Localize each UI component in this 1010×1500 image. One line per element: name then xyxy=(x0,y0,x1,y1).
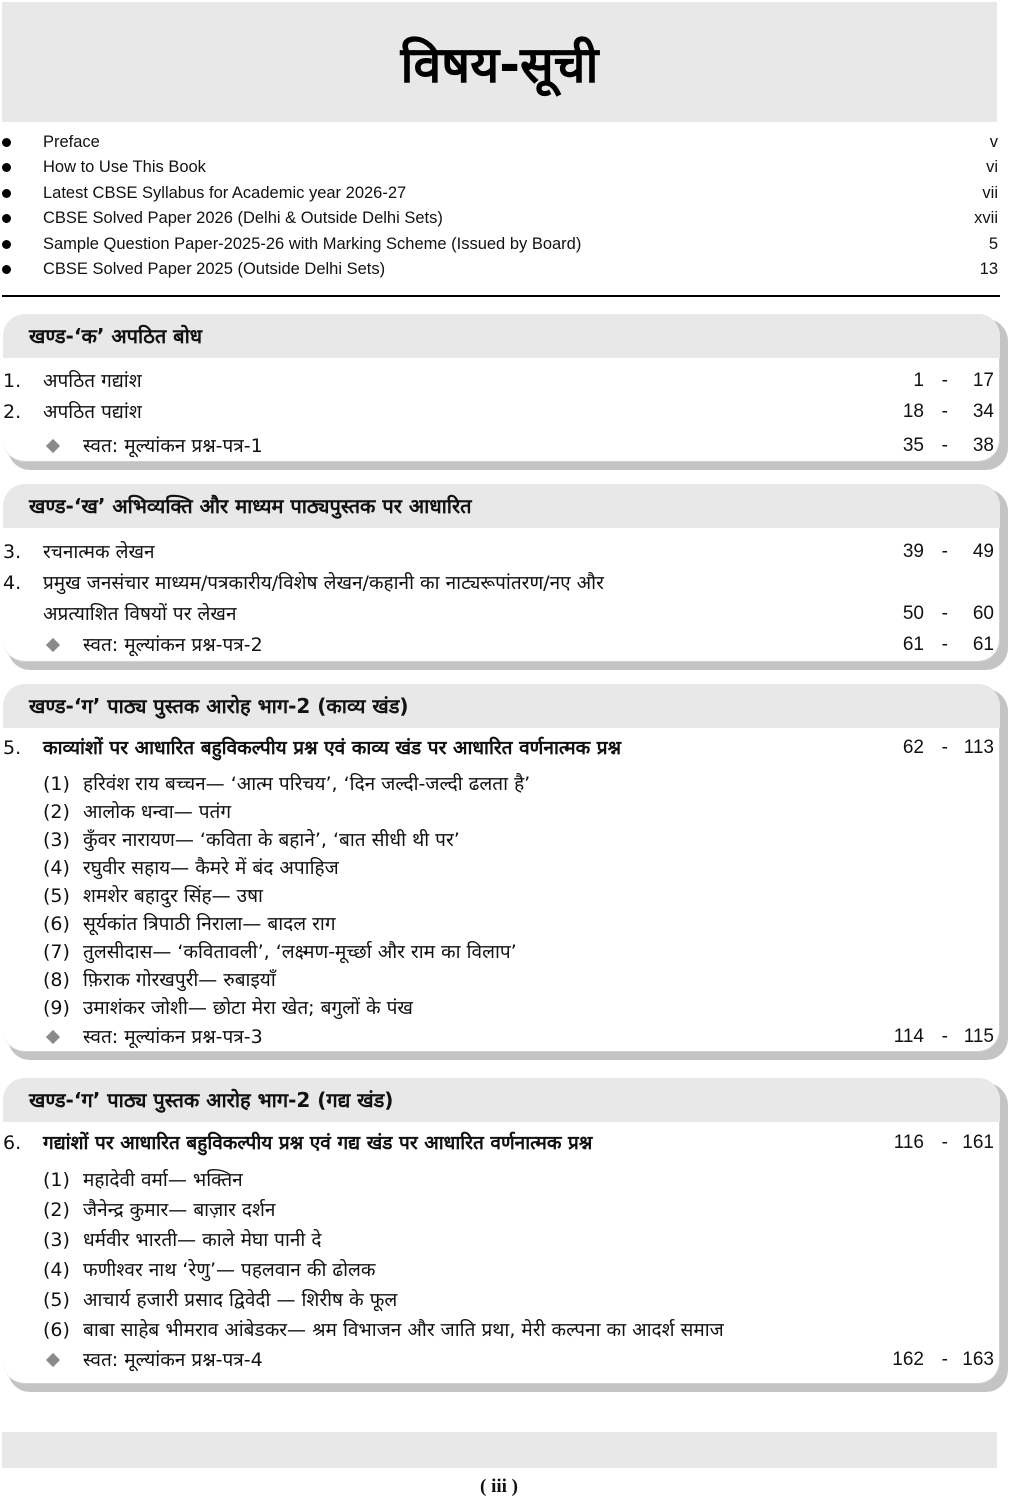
sub-item-text: शमशेर बहादुर सिंह— उषा xyxy=(83,885,263,907)
prelim-page: vi xyxy=(986,158,998,177)
bullet-icon xyxy=(2,138,11,147)
bullet-icon xyxy=(2,265,11,274)
sub-item-number: (9) xyxy=(43,997,70,1019)
prelims-list xyxy=(0,130,1000,282)
sub-item-number: (2) xyxy=(43,1199,70,1221)
sub-item-number: (4) xyxy=(43,1259,70,1281)
sub-item-text: कुँवर नारायण— ‘कविता के बहाने’, ‘बात सीधी थी पर’ xyxy=(83,829,460,851)
page-end: 161 xyxy=(962,1132,994,1153)
page-end: 61 xyxy=(972,634,994,655)
page-end: 60 xyxy=(972,603,994,624)
sub-item-number: (6) xyxy=(43,913,70,935)
assessment-title: स्वत: मूल्यांकन प्रश्न-पत्र-3 xyxy=(83,1026,263,1048)
bullet-icon xyxy=(2,163,11,172)
prelim-label: Latest CBSE Syllabus for Academic year 2026-27 xyxy=(43,183,407,202)
sub-item-number: (8) xyxy=(43,969,70,991)
page-end: 34 xyxy=(972,401,994,422)
sub-item-text: महादेवी वर्मा— भक्तिन xyxy=(83,1169,243,1191)
page-dash: - xyxy=(941,541,948,562)
sub-item-text: धर्मवीर भारती— काले मेघा पानी दे xyxy=(83,1229,322,1251)
chapter-title: अपठित गद्यांश xyxy=(43,370,142,392)
prelim-label: How to Use This Book xyxy=(43,158,206,177)
page-start: 61 xyxy=(902,634,924,655)
section-khand-ga-gadya xyxy=(3,1078,1008,1392)
prelim-item[interactable] xyxy=(0,181,1000,206)
sub-item-text: आलोक धन्वा— पतंग xyxy=(83,801,232,823)
section-heading: खण्ड-‘ग’ पाठ्य पुस्तक आरोह भाग-2 (गद्य खंड) xyxy=(29,1088,394,1112)
page-number: ( iii ) xyxy=(480,1476,518,1497)
sub-item-text: फ़िराक गोरखपुरी— रुबाइयाँ xyxy=(83,969,276,991)
prelim-item[interactable] xyxy=(0,206,1000,231)
page-dash: - xyxy=(941,1026,948,1047)
sub-item-text: उमाशंकर जोशी— छोटा मेरा खेत; बगुलों के पंख xyxy=(83,997,413,1019)
page-dash: - xyxy=(941,1132,948,1153)
sub-item-number: (3) xyxy=(43,1229,70,1251)
sub-item-text: आचार्य हजारी प्रसाद द्विवेदी — शिरीष के फूल xyxy=(83,1289,398,1311)
assessment-title: स्वत: मूल्यांकन प्रश्न-पत्र-1 xyxy=(83,435,263,457)
page-start: 50 xyxy=(902,603,924,624)
page-dash: - xyxy=(941,1349,948,1370)
section-header xyxy=(3,484,1000,528)
page-dash: - xyxy=(941,435,948,456)
prelim-page: vii xyxy=(982,183,998,202)
sub-item-text: तुलसीदास— ‘कवितावली’, ‘लक्ष्मण-मूर्च्छा और राम का विलाप’ xyxy=(83,941,517,963)
prelim-page: v xyxy=(989,133,998,151)
sub-item-number: (3) xyxy=(43,829,70,851)
sub-item-number: (2) xyxy=(43,801,70,823)
chapter-number: 2. xyxy=(3,401,22,423)
page-dash: - xyxy=(941,603,948,624)
page-start: 116 xyxy=(893,1132,924,1153)
page-end: 113 xyxy=(963,737,994,758)
prelim-item[interactable] xyxy=(0,155,1000,180)
page-end: 163 xyxy=(962,1349,994,1370)
chapter-title: गद्यांशों पर आधारित बहुविकल्पीय प्रश्न एवं गद्य खंड पर आधारित वर्णनात्मक प्रश्न xyxy=(43,1132,593,1154)
section-header xyxy=(3,684,1000,728)
page-end: 49 xyxy=(972,541,994,562)
page-start: 39 xyxy=(902,541,924,562)
page-dash: - xyxy=(941,370,948,391)
sub-item-number: (6) xyxy=(43,1319,70,1341)
chapter-title-line2: अप्रत्याशित विषयों पर लेखन xyxy=(43,603,237,625)
page-start: 62 xyxy=(902,737,924,758)
chapter-number: 5. xyxy=(3,737,22,759)
prelim-label: Preface xyxy=(43,133,100,151)
section-heading: खण्ड-‘ख’ अभिव्यक्ति और माध्यम पाठ्यपुस्तक पर आधारित xyxy=(29,494,472,518)
page-start: 18 xyxy=(902,401,924,422)
prelim-label: Sample Question Paper-2025-26 with Marking Scheme (Issued by Board) xyxy=(43,234,582,253)
sub-item-number: (4) xyxy=(43,857,70,879)
chapter-number: 3. xyxy=(3,541,22,563)
prelim-item[interactable] xyxy=(0,130,1000,155)
assessment-title: स्वत: मूल्यांकन प्रश्न-पत्र-4 xyxy=(83,1349,263,1371)
title-band xyxy=(2,2,997,122)
sub-item-text: सूर्यकांत त्रिपाठी निराला— बादल राग xyxy=(83,913,336,935)
page-end: 17 xyxy=(972,370,994,391)
page-start: 162 xyxy=(892,1349,924,1370)
section-khand-ga-kavya xyxy=(3,684,1008,1060)
chapter-number: 6. xyxy=(3,1132,22,1154)
page-start: 1 xyxy=(913,370,924,391)
chapter-title: अपठित पद्यांश xyxy=(43,401,142,423)
bullet-icon xyxy=(2,189,11,198)
sub-item-number: (5) xyxy=(43,885,70,907)
footer-band xyxy=(2,1432,997,1468)
page-dash: - xyxy=(941,737,948,758)
section-khand-kha xyxy=(3,484,1008,670)
divider xyxy=(2,295,1000,297)
sub-item-number: (5) xyxy=(43,1289,70,1311)
bullet-icon xyxy=(2,240,11,249)
section-heading: खण्ड-‘क’ अपठित बोध xyxy=(29,324,203,348)
prelim-label: CBSE Solved Paper 2025 (Outside Delhi Sets) xyxy=(43,259,386,278)
chapter-title-line1: प्रमुख जनसंचार माध्यम/पत्रकारीय/विशेष लेखन/कहानी का नाट्यरूपांतरण/नए और xyxy=(43,572,604,594)
section-khand-ka xyxy=(3,314,1008,470)
section-header xyxy=(3,314,1000,358)
page-end: 38 xyxy=(972,435,994,456)
prelim-item[interactable] xyxy=(0,232,1000,257)
sub-item-text: फणीश्वर नाथ ‘रेणु’— पहलवान की ढोलक xyxy=(83,1259,376,1281)
chapter-number: 4. xyxy=(3,572,22,594)
bullet-icon xyxy=(2,214,11,223)
sub-item-text: जैनेन्द्र कुमार— बाज़ार दर्शन xyxy=(83,1199,276,1221)
page-start: 114 xyxy=(893,1026,924,1047)
sub-item-text: हरिवंश राय बच्चन— ‘आत्म परिचय’, ‘दिन जल्दी-जल्दी ढलता है’ xyxy=(83,773,531,795)
prelim-item[interactable] xyxy=(0,257,1000,282)
section-heading: खण्ड-‘ग’ पाठ्य पुस्तक आरोह भाग-2 (काव्य खंड) xyxy=(29,694,409,718)
section-header xyxy=(3,1078,1000,1122)
sub-item-number: (7) xyxy=(43,941,70,963)
page-end: 115 xyxy=(963,1026,994,1047)
page-dash: - xyxy=(941,634,948,655)
page-start: 35 xyxy=(902,435,924,456)
page-dash: - xyxy=(941,401,948,422)
chapter-title: रचनात्मक लेखन xyxy=(43,541,155,563)
chapter-title: काव्यांशों पर आधारित बहुविकल्पीय प्रश्न एवं काव्य खंड पर आधारित वर्णनात्मक प्रश्न xyxy=(43,737,622,759)
sub-item-text: बाबा साहेब भीमराव आंबेडकर— श्रम विभाजन और जाति प्रथा, मेरी कल्पना का आदर्श समाज xyxy=(83,1319,724,1341)
prelim-page: 5 xyxy=(988,234,998,253)
sub-item-number: (1) xyxy=(43,1169,70,1191)
sub-item-text: रघुवीर सहाय— कैमरे में बंद अपाहिज xyxy=(83,857,339,879)
page-title: विषय-सूची xyxy=(400,36,599,94)
chapter-number: 1. xyxy=(3,370,22,392)
prelim-label: CBSE Solved Paper 2026 (Delhi & Outside Delhi Sets) xyxy=(43,209,443,228)
prelim-page: xvii xyxy=(974,209,998,228)
sub-item-number: (1) xyxy=(43,773,70,795)
assessment-title: स्वत: मूल्यांकन प्रश्न-पत्र-2 xyxy=(83,634,263,656)
prelim-page: 13 xyxy=(979,259,998,278)
